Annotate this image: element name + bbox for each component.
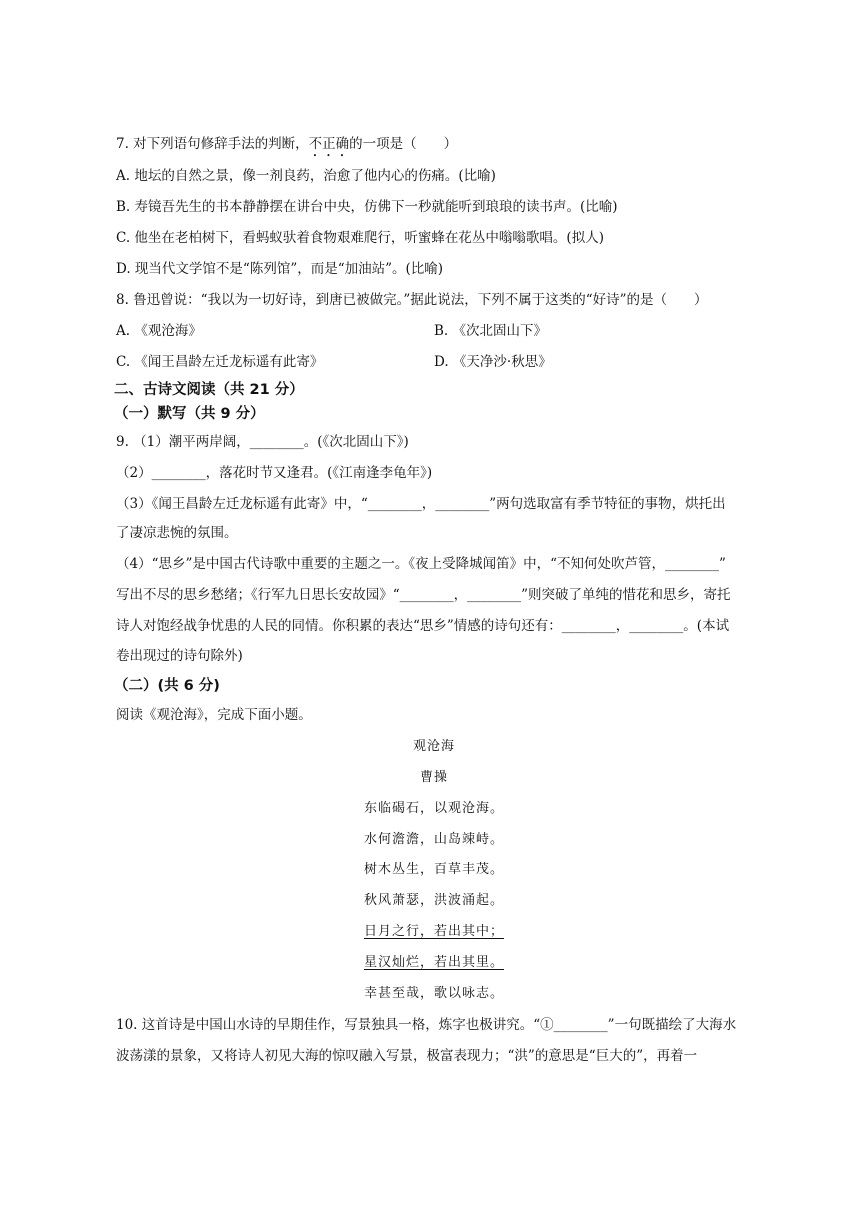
q9-line: （3）《闻王昌龄左迁龙标遥有此寄》中，“________，________”两句选取富有季节特征的事物，烘托出 [116,496,726,512]
subsection-title: （二）(共 6 分) [114,678,220,694]
q9-line: 了凄凉悲惋的氛围。 [116,525,238,541]
q7-option-c: C. 他坐在老柏树下，看蚂蚁驮着食物艰难爬行，听蜜蜂在花丛中嗡嗡歌唱。(拟人) [116,230,604,246]
poem-line: 水何澹澹，山岛竦峙。 [363,832,504,847]
q8-option-d: D. 《天净沙·秋思》 [434,354,552,370]
q8-option-a: A. 《观沧海》 [116,323,202,339]
section-title: 二、古诗文阅读（共 21 分） [114,382,304,398]
poem-line: 树木丛生，百草丰茂。 [363,862,504,877]
q9-line: 卷出现过的诗句除外) [116,648,243,664]
q7-stem: 7. 对下列语句修辞手法的判断，不正确的一项是（ ） [116,136,458,152]
poem-line: 秋风萧瑟，洪波涌起。 [363,893,504,908]
q9-line: 9. （1）潮平两岸阔，________。(《次北固山下》) [116,434,409,450]
reading-intro: 阅读《观沧海》，完成下面小题。 [116,707,312,723]
q9-line: （4）“思乡”是中国古代诗歌中重要的主题之一。《夜上受降城闻笛》中，“不知何处吹芦管，________” [116,556,726,572]
emphasis-text: 不正确 [308,136,350,152]
q7-option-a: A. 地坛的自然之景，像一剂良药，治愈了他内心的伤痛。(比喻) [116,168,496,184]
poem-author: 曹操 [419,770,448,785]
q8-option-c: C. 《闻王昌龄左迁龙标遥有此寄》 [116,354,324,370]
poem-line-underlined: 星汉灿烂，若出其里。 [363,955,504,970]
q10-line: 波荡漾的景象，又将诗人初见大海的惊叹融入写景，极富表现力；“洪”的意思是“巨大的”，再着一 [116,1048,698,1064]
q8-stem: 8. 鲁迅曾说：“我以为一切好诗，到唐已被做完。”据此说法，下列不属于这类的“好诗”的是（ ） [116,292,708,308]
q10-line: 10. 这首诗是中国山水诗的早期佳作，写景独具一格，炼字也极讲究。“①________”一句既描绘了大海水 [116,1017,737,1033]
poem-line-underlined: 日月之行，若出其中； [363,924,504,939]
q9-line: 诗人对饱经战争忧患的人民的同情。你积累的表达“思乡”情感的诗句还有：________，________。(本试 [116,618,730,634]
q8-option-b: B. 《次北固山下》 [434,323,548,339]
q9-line: 写出不尽的思乡愁绪；《行军九日思长安故园》“________，________”则突破了单纯的惜花和思乡，寄托 [116,587,731,603]
q7-option-d: D. 现当代文学馆不是“陈列馆”，而是“加油站”。(比喻) [116,261,444,277]
poem-title: 观沧海 [412,739,455,754]
q9-line: （2）________，落花时节又逢君。(《江南逢李龟年》) [116,465,433,481]
q7-option-b: B. 寿镜吾先生的书本静静摆在讲台中央，仿佛下一秒就能听到琅琅的读书声。(比喻) [116,199,618,215]
subsection-title: （一）默写（共 9 分） [114,406,265,422]
poem-line: 东临碣石，以观沧海。 [363,801,504,816]
poem-line: 幸甚至哉，歌以咏志。 [363,986,504,1001]
